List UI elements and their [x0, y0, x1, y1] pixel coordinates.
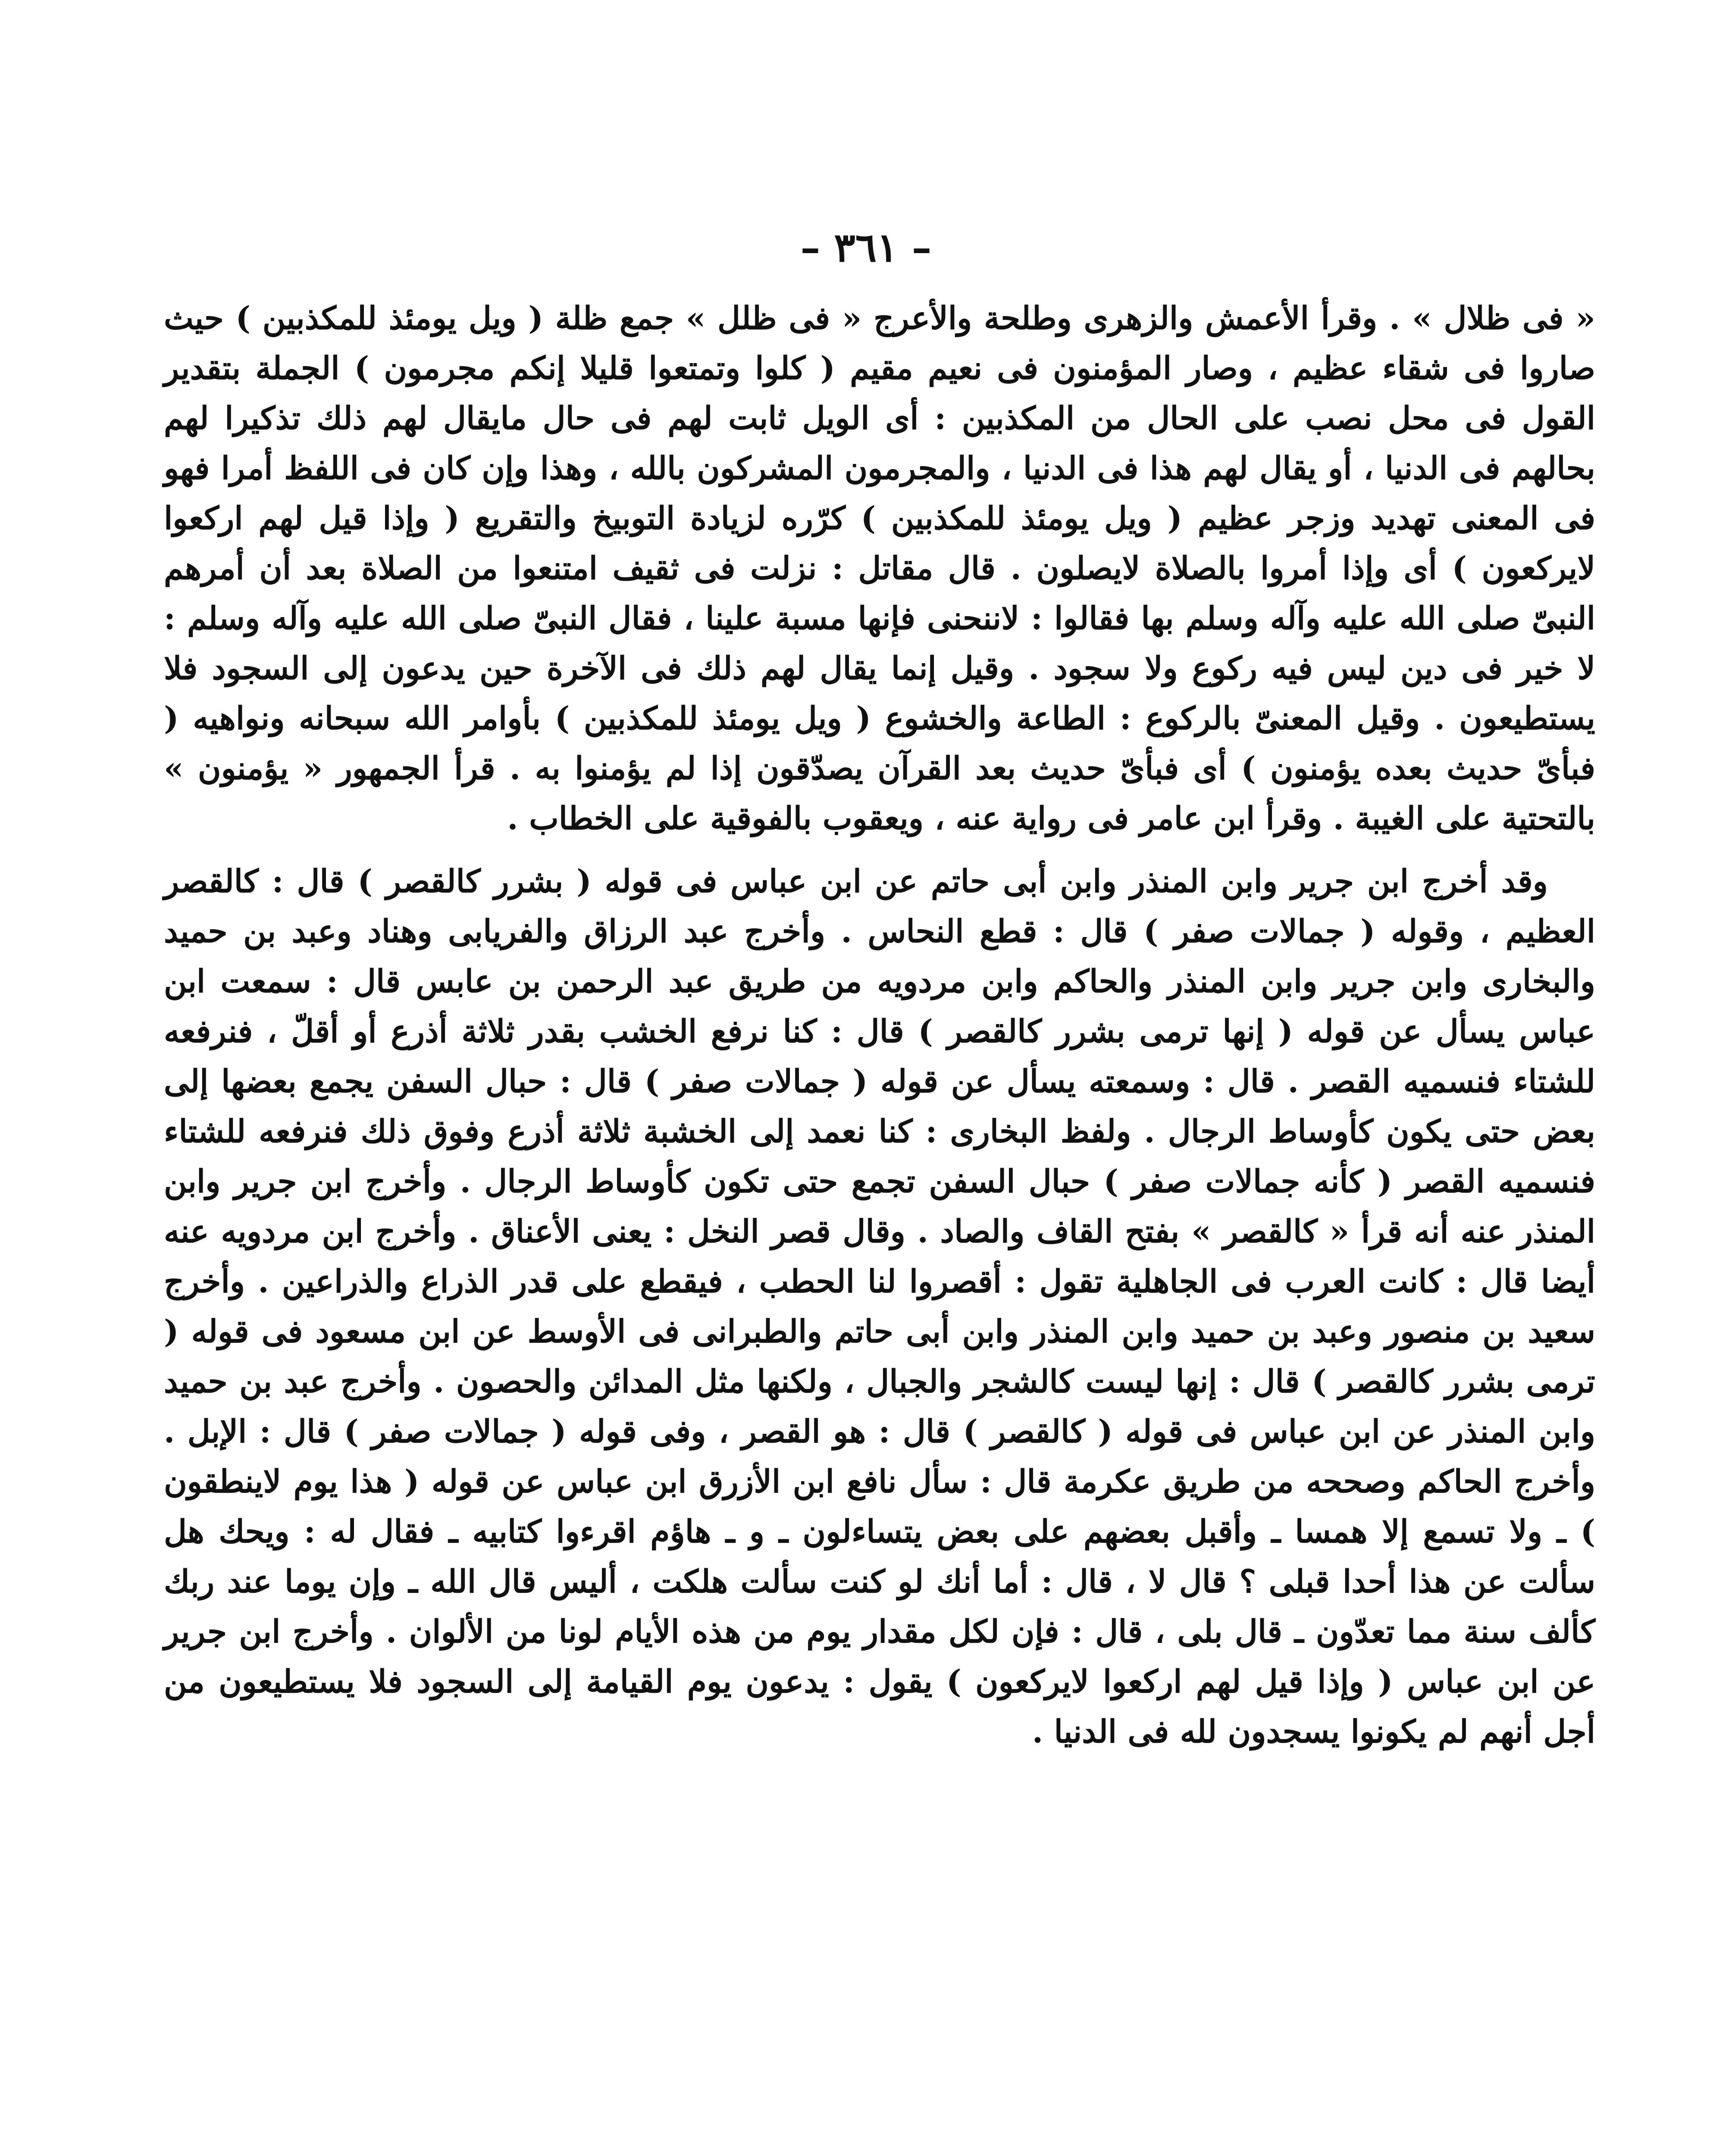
page-number: – ٣٦١ – [800, 224, 932, 271]
body-text [164, 293, 1595, 1757]
paragraph-commentary: « فى ظلال » . وقرأ الأعمش والزهرى وطلحة والأعرج « فى ظلل » جمع ظلة ( ويل يومئذ للمكذبين ) حيث صاروا فى شقاء عظيم ، وصار المؤمنون فى نعيم مقيم ( كلوا وتمتعوا قليلا إنكم مجرمون ) الجملة بتقدير القول فى محل نصب على الحال من المكذبين : أى الويل ثابت لهم فى حال مايقال لهم ذلك تذكيرا لهم بحالهم فى الدنيا ، أو يقال لهم هذا فى الدنيا ، والمجرمون المشركون بالله ، وهذا وإن كان فى اللفظ أمرا فهو فى المعنى تهديد وزجر عظيم ( ويل يومئذ للمكذبين ) كرّره لزيادة التوبيخ والتقريع ( وإذا قيل لهم اركعوا لايركعون ) أى وإذا أمروا بالصلاة لايصلون . قال مقاتل : نزلت فى ثقيف امتنعوا من الصلاة بعد أن أمرهم النبىّ صلى الله عليه وآله وسلم بها فقالوا : لاننحنى فإنها مسبة علينا ، فقال النبىّ صلى الله عليه وآله وسلم : لا خير فى دين ليس فيه ركوع ولا سجود . وقيل إنما يقال لهم ذلك فى الآخرة حين يدعون إلى السجود فلا يستطيعون . وقيل المعنىّ بالركوع : الطاعة والخشوع ( ويل يومئذ للمكذبين ) بأوامر الله سبحانه ونواهيه ( فبأىّ حديث بعده يؤمنون ) أى فبأىّ حديث بعد القرآن يصدّقون إذا لم يؤمنوا به . قرأ الجمهور « يؤمنون » بالتحتية على الغيبة . وقرأ ابن عامر فى رواية عنه ، ويعقوب بالفوقية على الخطاب . [164, 300, 1595, 837]
paragraph-narrations: وقد أخرج ابن جرير وابن المنذر وابن أبى حاتم عن ابن عباس فى قوله ( بشرر كالقصر ) قال : كالقصر العظيم ، وقوله ( جمالات صفر ) قال : قطع النحاس . وأخرج عبد الرزاق والفريابى وهناد وعبد بن حميد والبخارى وابن جرير وابن المنذر والحاكم وابن مردويه من طريق عبد الرحمن بن عابس قال : سمعت ابن عباس يسأل عن قوله ( إنها ترمى بشرر كالقصر ) قال : كنا نرفع الخشب بقدر ثلاثة أذرع أو أقلّ ، فنرفعه للشتاء فنسميه القصر . قال : وسمعته يسأل عن قوله ( جمالات صفر ) قال : حبال السفن يجمع بعضها إلى بعض حتى يكون كأوساط الرجال . ولفظ البخارى : كنا نعمد إلى الخشبة ثلاثة أذرع وفوق ذلك فنرفعه للشتاء فنسميه القصر ( كأنه جمالات صفر ) حبال السفن تجمع حتى تكون كأوساط الرجال . وأخرج ابن جرير وابن المنذر عنه أنه قرأ « كالقصر » بفتح القاف والصاد . وقال قصر النخل : يعنى الأعناق . وأخرج ابن مردويه عنه أيضا قال : كانت العرب فى الجاهلية تقول : أقصروا لنا الحطب ، فيقطع على قدر الذراع والذراعين . وأخرج سعيد بن منصور وعبد بن حميد وابن المنذر وابن أبى حاتم والطبرانى فى الأوسط عن ابن مسعود فى قوله ( ترمى بشرر كالقصر ) قال : إنها ليست كالشجر والجبال ، ولكنها مثل المدائن والحصون . وأخرج عبد بن حميد وابن المنذر عن ابن عباس فى قوله ( كالقصر ) قال : هو القصر ، وفى قوله ( جمالات صفر ) قال : الإبل . وأخرج الحاكم وصححه من طريق عكرمة قال : سأل نافع ابن الأزرق ابن عباس عن قوله ( هذا يوم لاينطقون ) ـ ولا تسمع إلا همسا ـ وأقبل بعضهم على بعض يتساءلون ـ و ـ هاؤم اقرءوا كتابيه ـ فقال له : ويحك هل سألت عن هذا أحدا قبلى ؟ قال لا ، قال : أما أنك لو كنت سألت هلكت ، أليس قال الله ـ وإن يوما عند ربك كألف سنة مما تعدّون ـ قال بلى ، قال : فإن لكل مقدار يوم من هذه الأيام لونا من الألوان . وأخرج ابن جرير عن ابن عباس ( وإذا قيل لهم اركعوا لايركعون ) يقول : يدعون يوم القيامة إلى السجود فلا يستطيعون من أجل أنهم لم يكونوا يسجدون لله فى الدنيا . [164, 863, 1595, 1750]
